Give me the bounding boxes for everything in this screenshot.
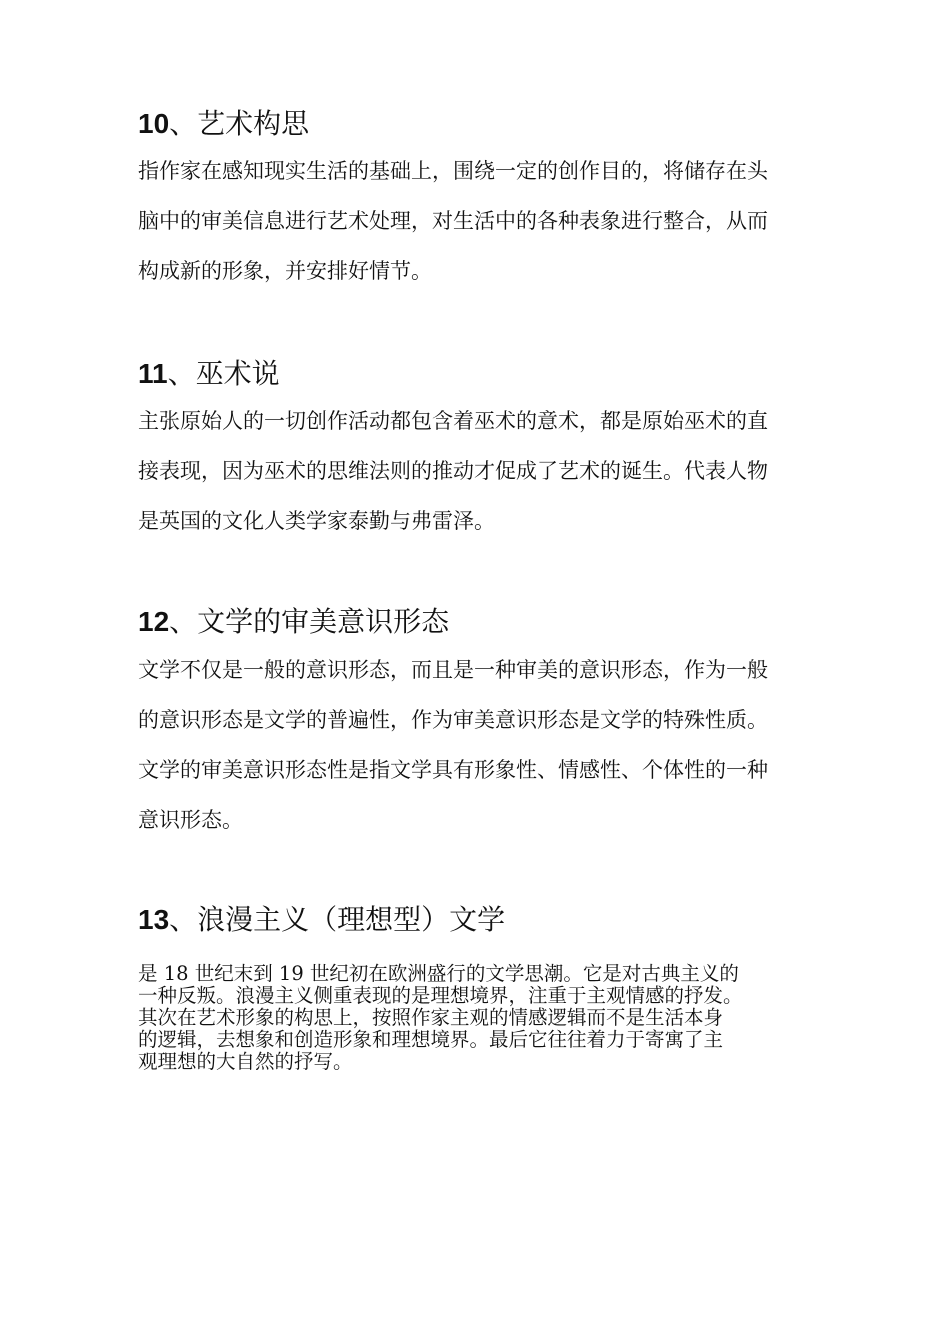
section-separator: 、 [169,605,198,638]
body-line: 文学的审美意识形态性是指文学具有形象性、情感性、个体性的一种 [138,758,768,782]
section-heading-11 [138,356,280,392]
section-heading-12 [138,604,449,640]
body-line: 其次在艺术形象的构思上，按照作家主观的情感逻辑而不是生活本身 [138,1006,724,1029]
section-number: 12 [138,606,170,637]
body-line: 的意识形态是文学的普遍性，作为审美意识形态是文学的特殊性质。 [138,708,768,732]
body-line: 文学不仅是一般的意识形态，而且是一种审美的意识形态，作为一般 [138,658,768,682]
section-title: 巫术说 [195,357,280,390]
body-line: 意识形态。 [138,808,243,832]
section-number: 10 [138,108,170,139]
section-body-13 [138,963,743,1073]
section-heading-13 [138,902,505,938]
body-line: 脑中的审美信息进行艺术处理，对生活中的各种表象进行整合，从而 [138,209,768,233]
body-line: 是 18 世纪末到 19 世纪初在欧洲盛行的文学思潮。它是对古典主义的 [138,962,739,985]
body-line: 观理想的大自然的抒写。 [138,1050,353,1073]
section-number: 13 [138,904,170,935]
body-line: 指作家在感知现实生活的基础上，围绕一定的创作目的，将储存在头 [138,159,768,183]
section-title: 艺术构思 [197,107,310,140]
section-separator: 、 [167,357,196,390]
section-heading-10 [138,106,309,142]
body-line: 的逻辑，去想象和创造形象和理想境界。最后它往往着力于寄寓了主 [138,1028,724,1051]
section-body-12 [138,656,768,856]
section-separator: 、 [169,903,198,936]
body-line: 构成新的形象，并安排好情节。 [138,259,432,283]
body-line: 是英国的文化人类学家泰勤与弗雷泽。 [138,509,495,533]
section-number: 11 [138,358,168,389]
section-separator: 、 [169,107,198,140]
section-body-10 [138,157,768,307]
section-title: 浪漫主义（理想型）文学 [197,903,506,936]
section-body-11 [138,407,768,557]
body-line: 接表现，因为巫术的思维法则的推动才促成了艺术的诞生。代表人物 [138,459,768,483]
body-line: 一种反叛。浪漫主义侧重表现的是理想境界，注重于主观情感的抒发。 [138,984,743,1007]
section-title: 文学的审美意识形态 [197,605,450,638]
body-line: 主张原始人的一切创作活动都包含着巫术的意术，都是原始巫术的直 [138,409,768,433]
